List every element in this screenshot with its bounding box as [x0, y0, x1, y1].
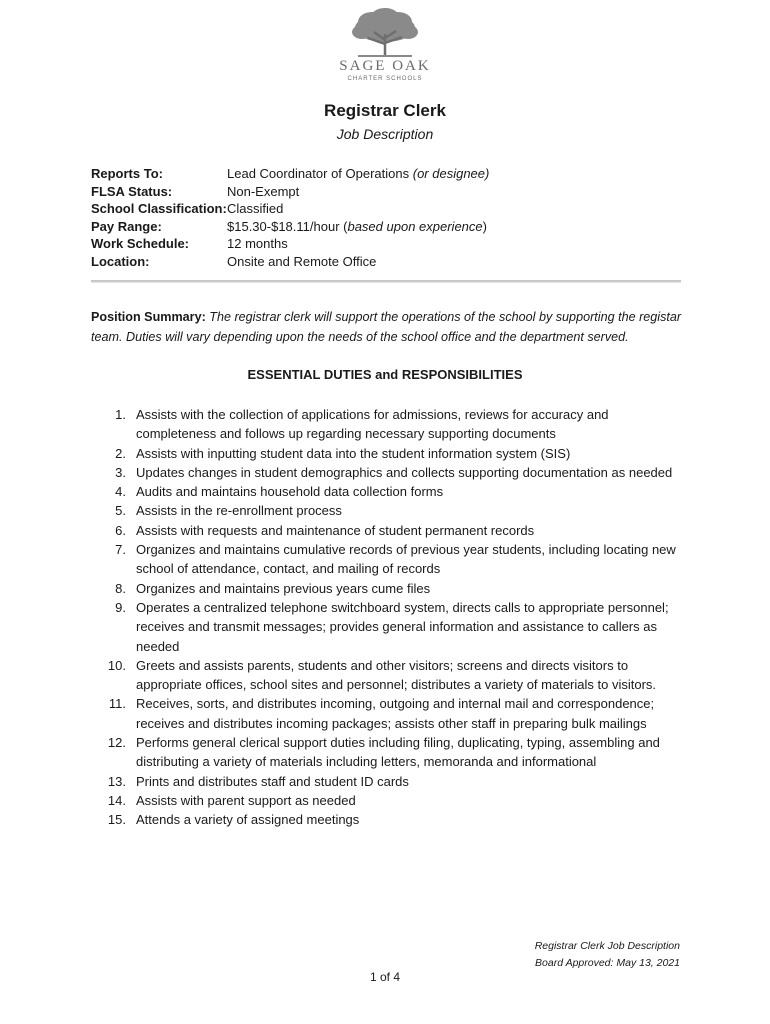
duty-text: Attends a variety of assigned meetings	[136, 812, 360, 828]
info-label: FLSA Status:	[91, 183, 173, 199]
info-row-pay-range	[91, 218, 489, 236]
school-logo	[330, 8, 440, 82]
duty-item	[100, 656, 680, 695]
summary-text: The registrar clerk will support the operations of the school by supporting the registar team. Duties will vary depending upon the needs of the school office and the department served.	[91, 310, 682, 344]
duties-list	[100, 405, 680, 830]
duty-number: 2.	[115, 445, 126, 461]
duty-text: Receives, sorts, and distributes incoming, outgoing and internal mail and correspondence; receives and distributes incoming packages; assists other staff in preparing bulk mailings	[136, 696, 655, 731]
duty-item	[100, 772, 680, 791]
summary-label: Position Summary:	[91, 310, 206, 324]
footer-line-2: Board Approved: May 13, 2021	[535, 957, 680, 969]
info-value: Onsite and Remote Office	[227, 253, 377, 269]
info-row-flsa-status	[91, 183, 489, 201]
duty-number: 7.	[115, 542, 126, 558]
logo-name: SAGE OAK	[339, 58, 431, 74]
duty-text: Audits and maintains household data collection forms	[136, 484, 444, 500]
info-value: Non-Exempt	[227, 183, 300, 199]
duty-number: 12.	[107, 735, 126, 751]
info-value: $15.30-$18.11/hour (based upon experience)	[227, 218, 487, 234]
duty-number: 14.	[107, 792, 126, 808]
info-label: Reports To:	[91, 166, 163, 181]
info-label: Pay Range:	[91, 218, 162, 234]
info-row-location	[91, 253, 489, 271]
info-value: 12 months	[227, 236, 288, 252]
duty-item	[100, 405, 680, 444]
page-number: 1 of 4	[369, 970, 401, 984]
document-subtitle: Job Description	[336, 126, 434, 142]
duty-number: 8.	[115, 580, 126, 596]
duty-text: Greets and assists parents, students and other visitors; screens and directs visitors to appropriate offices, school sites and personnel; distributes a variety of materials to visitors.	[136, 657, 657, 693]
duty-item	[100, 444, 680, 463]
divider	[91, 280, 681, 282]
duty-number: 13.	[107, 773, 126, 789]
duties-heading: ESSENTIAL DUTIES and RESPONSIBILITIES	[247, 367, 523, 382]
duty-number: 6.	[115, 522, 126, 538]
duty-item	[100, 791, 680, 810]
duty-item	[100, 598, 680, 656]
duty-item	[100, 579, 680, 598]
duty-item	[100, 521, 680, 540]
duty-text: Organizes and maintains previous years cume files	[136, 580, 431, 596]
duty-number: 10.	[107, 657, 126, 673]
info-row-reports-to	[91, 165, 489, 183]
duty-text: Operates a centralized telephone switchboard system, directs calls to appropriate personnel; receives and transmit messages; provides general information and assistance to callers as needed	[136, 599, 669, 654]
duty-text: Assists in the re-enrollment process	[136, 503, 342, 519]
duty-item	[100, 810, 680, 829]
duty-item	[100, 694, 680, 733]
info-row-work-schedule	[91, 235, 489, 253]
duty-item	[100, 463, 680, 482]
duty-text: Assists with requests and maintenance of student permanent records	[136, 522, 535, 538]
info-row-school-classification	[91, 200, 489, 218]
info-label: School Classification:	[91, 201, 227, 217]
duty-text: Assists with parent support as needed	[136, 792, 356, 808]
logo-subtitle: CHARTER SCHOOLS	[347, 76, 423, 82]
info-value: Classified	[227, 201, 284, 217]
duty-number: 5.	[115, 503, 126, 519]
duty-item	[100, 482, 680, 501]
duty-text: Assists with inputting student data into the student information system (SIS)	[136, 445, 571, 461]
duty-text: Prints and distributes staff and student ID cards	[136, 773, 409, 789]
job-info-table	[91, 165, 489, 271]
document-title: Registrar Clerk	[324, 101, 446, 120]
info-label: Location:	[91, 253, 150, 269]
duty-text: Assists with the collection of applications for admissions, reviews for accuracy and completeness and follows up regarding necessary supporting documents	[136, 407, 609, 442]
duty-text: Updates changes in student demographics and collects supporting documentation as needed	[136, 464, 673, 480]
duty-number: 4.	[115, 484, 126, 500]
info-value: Lead Coordinator of Operations (or designee)	[227, 166, 490, 181]
info-label: Work Schedule:	[91, 236, 190, 252]
duty-number: 11.	[108, 696, 126, 712]
duty-item	[100, 733, 680, 772]
duty-number: 1.	[115, 407, 126, 422]
oak-tree-icon	[350, 8, 420, 60]
duty-item	[100, 540, 680, 579]
duty-number: 3.	[115, 464, 126, 480]
duty-number: 15.	[107, 812, 126, 828]
position-summary	[91, 308, 683, 347]
footer-line-1: Registrar Clerk Job Description	[534, 940, 680, 952]
duty-text: Organizes and maintains cumulative records of previous year students, including locating new school of attendance, contact, and mailing of records	[136, 542, 676, 577]
duty-text: Performs general clerical support duties including filing, duplicating, typing, assembling and distributing a variety of materials including letters, memoranda and informational	[136, 735, 660, 770]
duty-number: 9.	[115, 599, 126, 615]
duty-item	[100, 501, 680, 520]
page-footer	[535, 938, 680, 972]
